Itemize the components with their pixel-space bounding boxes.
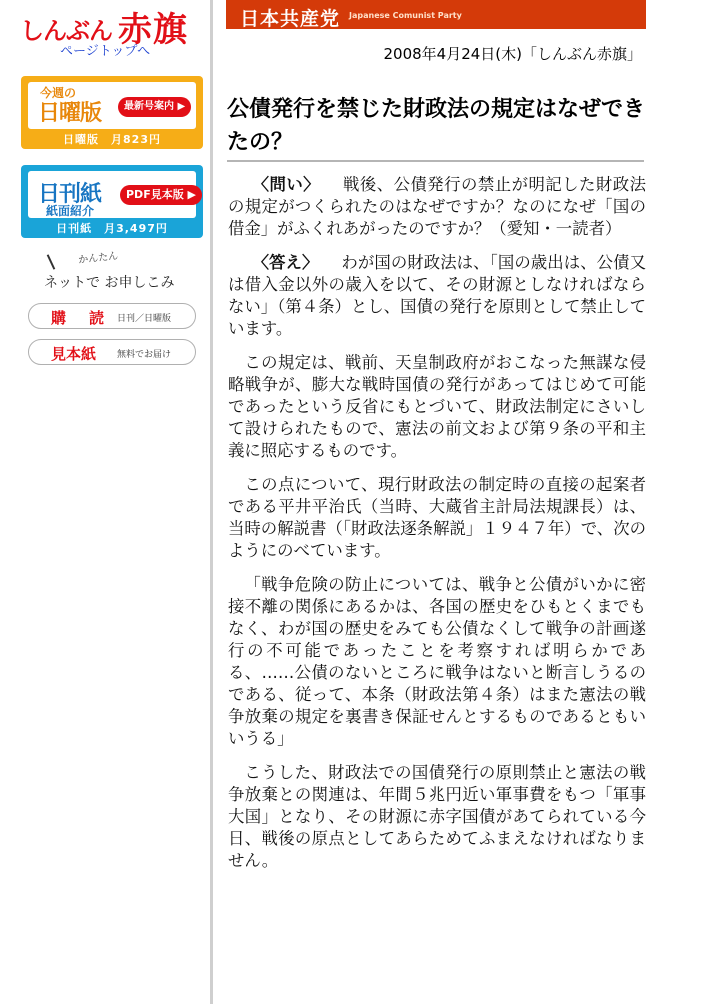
sample-paper-button[interactable] xyxy=(28,339,196,365)
answer-paragraph xyxy=(228,252,646,340)
article-quote-paragraph: 「戦争危険の防止については、戦争と公債がいかに密接不離の関係にあるかは、各国の歴史をひもとくまでもなく、わが国の歴史をみても公債なくして戦争の計画遂行の不可能であったことを考察すれば明らかである、……公債のないところに戦争はないと断言しうるのである、従って、本条（財政法第４条）はまた憲法の戦争放棄の規定を裏書き保証せんとするものであるともいいうる」 xyxy=(228,575,646,748)
sunday-kicker: 今週の xyxy=(40,86,77,100)
question-text: 戦後、公債発行の禁止が明記した財政法の規定がつくられたのはなぜですか？なのになぜ「国の借金」がふくれあがったのですか？（愛知・一読者） xyxy=(228,175,647,238)
article-paragraph: こうした、財政法での国債発行の原則禁止と憲法の戦争放棄との関連は、年間５兆円近い軍事費をもつ「軍事大国」となり、その財源に赤字国債があてられている今日、戦後の原点としてあらためてふまえなければなりません。 xyxy=(228,763,646,870)
answer-text: わが国の財政法は、「国の歳出は、公債又は借入金以外の歳入を以て、その財源としなければならない」（第４条）とし、国債の発行を原則として禁止しています。 xyxy=(228,253,646,338)
party-name-english: Japanese Comunist Party xyxy=(349,11,462,20)
party-name: 日本共産党 xyxy=(240,8,341,30)
daily-banner-panel xyxy=(28,171,196,218)
pdf-sample-button[interactable]: PDF見本版 ▶ xyxy=(120,185,202,205)
sidebar xyxy=(0,0,213,1004)
article-headline: 公債発行を禁じた財政法の規定はなぜできたの？ xyxy=(227,96,646,155)
sunday-edition-banner[interactable] xyxy=(21,76,203,149)
article-dateline: 2008年4月24日(木)「しんぶん赤旗」 xyxy=(383,45,642,63)
subscribe-label: 購 読 xyxy=(51,309,109,327)
daily-edition-banner[interactable] xyxy=(21,165,203,238)
page-top-link[interactable]: ページトップへ xyxy=(60,44,151,59)
article-paragraph: この点について、現行財政法の制定時の直接の起案者である平井平治氏（当時、大蔵省主計局法規課長）は、当時の解説書（「財政法逐条解説」１９４７年）で、次のようにのべています。 xyxy=(228,475,646,560)
daily-price: 日刊紙 月3,497円 xyxy=(56,222,168,235)
sunday-title: 日曜版 xyxy=(38,101,102,126)
sample-paper-label: 見本紙 xyxy=(51,345,97,363)
headline-divider xyxy=(227,160,644,162)
subscribe-sub-label: 日刊／日曜版 xyxy=(117,314,172,324)
sunday-banner-panel xyxy=(28,82,196,129)
party-header-bar xyxy=(226,0,646,29)
apply-online-label: ネットで お申しこみ xyxy=(44,275,175,291)
article-paragraph: この規定は、戦前、天皇制政府がおこなった無謀な侵略戦争が、膨大な戦時国債の発行があってはじめて可能であったという反省にもとづいて、財政法制定にさいして設けられたもので、憲法の前文および第９条の平和主義に照応するものです。 xyxy=(228,353,646,460)
subscribe-button[interactable] xyxy=(28,303,196,329)
sunday-price: 日曜版 月823円 xyxy=(63,133,161,146)
article-body xyxy=(228,174,646,884)
question-paragraph xyxy=(228,174,646,240)
question-label: 〈問い〉 xyxy=(252,175,321,194)
logo-kana: しんぶん xyxy=(20,17,112,45)
sample-paper-sub-label: 無料でお届け xyxy=(117,350,172,360)
logo-kanji: 赤旗 xyxy=(118,10,188,50)
answer-label: 〈答え〉 xyxy=(252,253,319,272)
daily-title: 日刊紙 xyxy=(38,182,102,207)
apply-easy-label: かんたん xyxy=(77,250,119,267)
latest-issue-button[interactable]: 最新号案内 ▶ xyxy=(118,97,191,117)
apply-decoration-left xyxy=(47,254,56,269)
daily-kicker: 紙面紹介 xyxy=(46,204,95,218)
